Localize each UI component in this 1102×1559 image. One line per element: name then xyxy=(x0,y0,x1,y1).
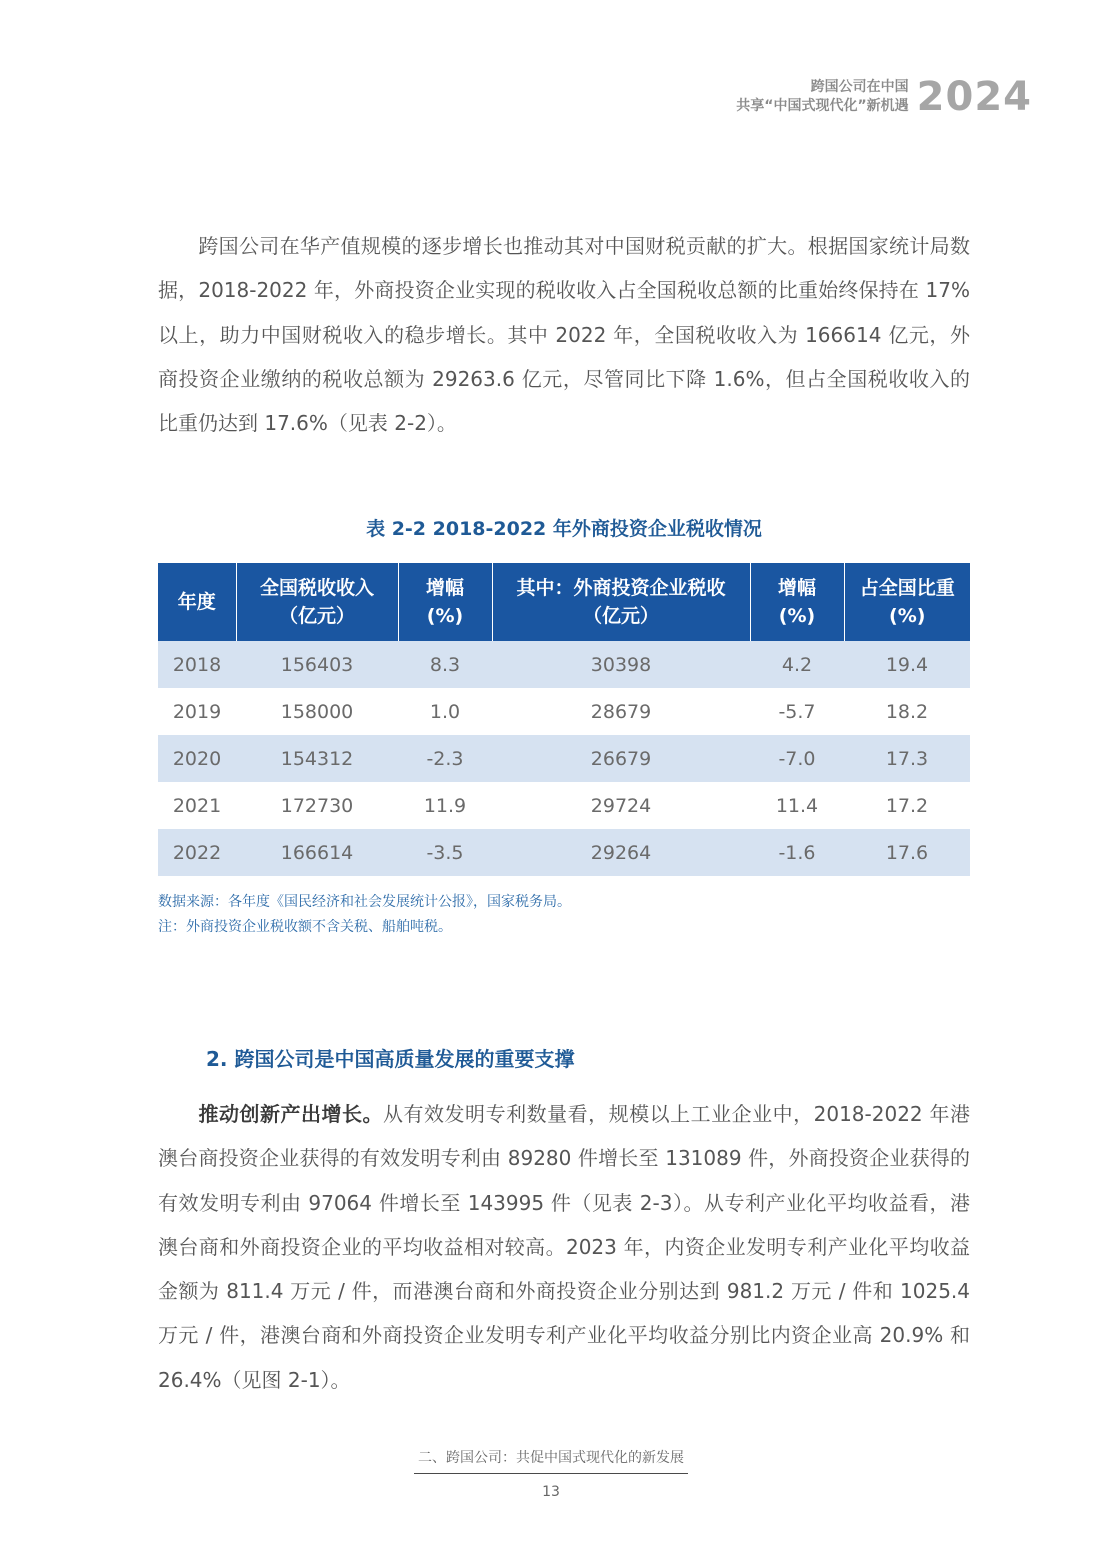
header-share: 占全国比重 (%) xyxy=(844,563,970,641)
table-row xyxy=(158,641,970,688)
header-national-tax: 全国税收收入 （亿元） xyxy=(236,563,398,641)
cell-year: 2018 xyxy=(158,641,236,688)
cell-national-tax: 154312 xyxy=(236,735,398,782)
table-title: 表 2-2 2018-2022 年外商投资企业税收情况 xyxy=(366,518,762,540)
cell-foreign-tax: 26679 xyxy=(492,735,750,782)
cell-foreign-tax: 29264 xyxy=(492,829,750,876)
cell-share: 18.2 xyxy=(885,700,929,723)
table-row xyxy=(158,829,970,876)
paragraph-innovation-text: 从有效发明专利数量看，规模以上工业企业中，2018-2022 年港澳台商投资企业获得的有效发明专利由 89280 件增长至 131089 件，外商投资企业获得的有效发明专利由 97064 件增长至 143995 件（见表 2-3）。从专利产业化平均收益看，港澳台商和外商投资企业的平均收益相对较高。2023 年，内资企业发明专利产业化平均收益金额为 811.4 万元 / 件，而港澳台商和外商投资企业分别达到 981.2 万元 / 件和 1025.4 万元 / 件，港澳台商和外商投资企业发明专利产业化平均收益分别比内资企业高 20.9% 和 26.4%（见图 2-1）。 xyxy=(158,1102,971,1392)
cell-national-tax: 166614 xyxy=(236,829,398,876)
table-row xyxy=(158,735,970,782)
cell-national-tax: 158000 xyxy=(280,700,354,723)
cell-year: 2020 xyxy=(158,735,236,782)
cell-year: 2021 xyxy=(172,794,222,817)
cell-growth-1: -3.5 xyxy=(398,829,492,876)
tax-table xyxy=(158,563,970,876)
cell-growth-2: 11.4 xyxy=(775,794,819,817)
footer xyxy=(0,1447,1102,1474)
table-note: 注：外商投资企业税收额不含关税、船舶吨税。 xyxy=(158,919,452,935)
footer-chapter: 二、跨国公司：共促中国式现代化的新发展 xyxy=(414,1447,688,1474)
paragraph-tax-text: 跨国公司在华产值规模的逐步增长也推动其对中国财税贡献的扩大。根据国家统计局数据，2018-2022 年，外商投资企业实现的税收收入占全国税收总额的比重始终保持在 17% 以上，助力中国财税收入的稳步增长。其中 2022 年，全国税收收入为 166614 亿元，外商投资企业缴纳的税收总额为 29263.6 亿元，尽管同比下降 1.6%，但占全国税收收入的比重仍达到 17.6%（见表 2-2）。 xyxy=(158,234,970,436)
paragraph-lead: 推动创新产出增长。 xyxy=(198,1102,384,1126)
cell-growth-2: -1.6 xyxy=(750,829,844,876)
table-source: 数据来源：各年度《国民经济和社会发展统计公报》，国家税务局。 xyxy=(158,894,571,910)
header-line2: 共享“中国式现代化”新机遇 xyxy=(736,98,909,114)
cell-share: 17.6 xyxy=(844,829,970,876)
cell-foreign-tax: 30398 xyxy=(492,641,750,688)
header-line1: 跨国公司在中国 xyxy=(810,79,909,95)
cell-share: 17.2 xyxy=(885,794,929,817)
header-text xyxy=(736,78,908,116)
cell-growth-1: 11.9 xyxy=(423,794,467,817)
table-header-row xyxy=(158,563,970,641)
page-header xyxy=(736,74,1032,120)
section-heading: 2. 跨国公司是中国高质量发展的重要支撑 xyxy=(206,1047,575,1071)
page-number: 13 xyxy=(542,1484,560,1500)
cell-growth-2: -5.7 xyxy=(778,700,816,723)
paragraph-tax xyxy=(158,224,970,445)
cell-foreign-tax: 29724 xyxy=(590,794,652,817)
cell-national-tax: 172730 xyxy=(280,794,354,817)
cell-share: 19.4 xyxy=(844,641,970,688)
header-year: 2024 xyxy=(916,74,1032,120)
cell-growth-1: -2.3 xyxy=(398,735,492,782)
cell-year: 2022 xyxy=(158,829,236,876)
header-year-col: 年度 xyxy=(158,563,236,641)
cell-foreign-tax: 28679 xyxy=(590,700,652,723)
table-row xyxy=(158,688,970,735)
cell-share: 17.3 xyxy=(844,735,970,782)
header-growth-2: 增幅 (%) xyxy=(750,563,844,641)
paragraph-innovation xyxy=(158,1092,970,1402)
cell-growth-1: 8.3 xyxy=(398,641,492,688)
cell-year: 2019 xyxy=(172,700,222,723)
cell-growth-2: -7.0 xyxy=(750,735,844,782)
table-row xyxy=(158,782,970,829)
cell-national-tax: 156403 xyxy=(236,641,398,688)
header-foreign-tax: 其中：外商投资企业税收 （亿元） xyxy=(492,563,750,641)
cell-growth-1: 1.0 xyxy=(429,700,461,723)
header-growth-1: 增幅 (%) xyxy=(398,563,492,641)
cell-growth-2: 4.2 xyxy=(750,641,844,688)
